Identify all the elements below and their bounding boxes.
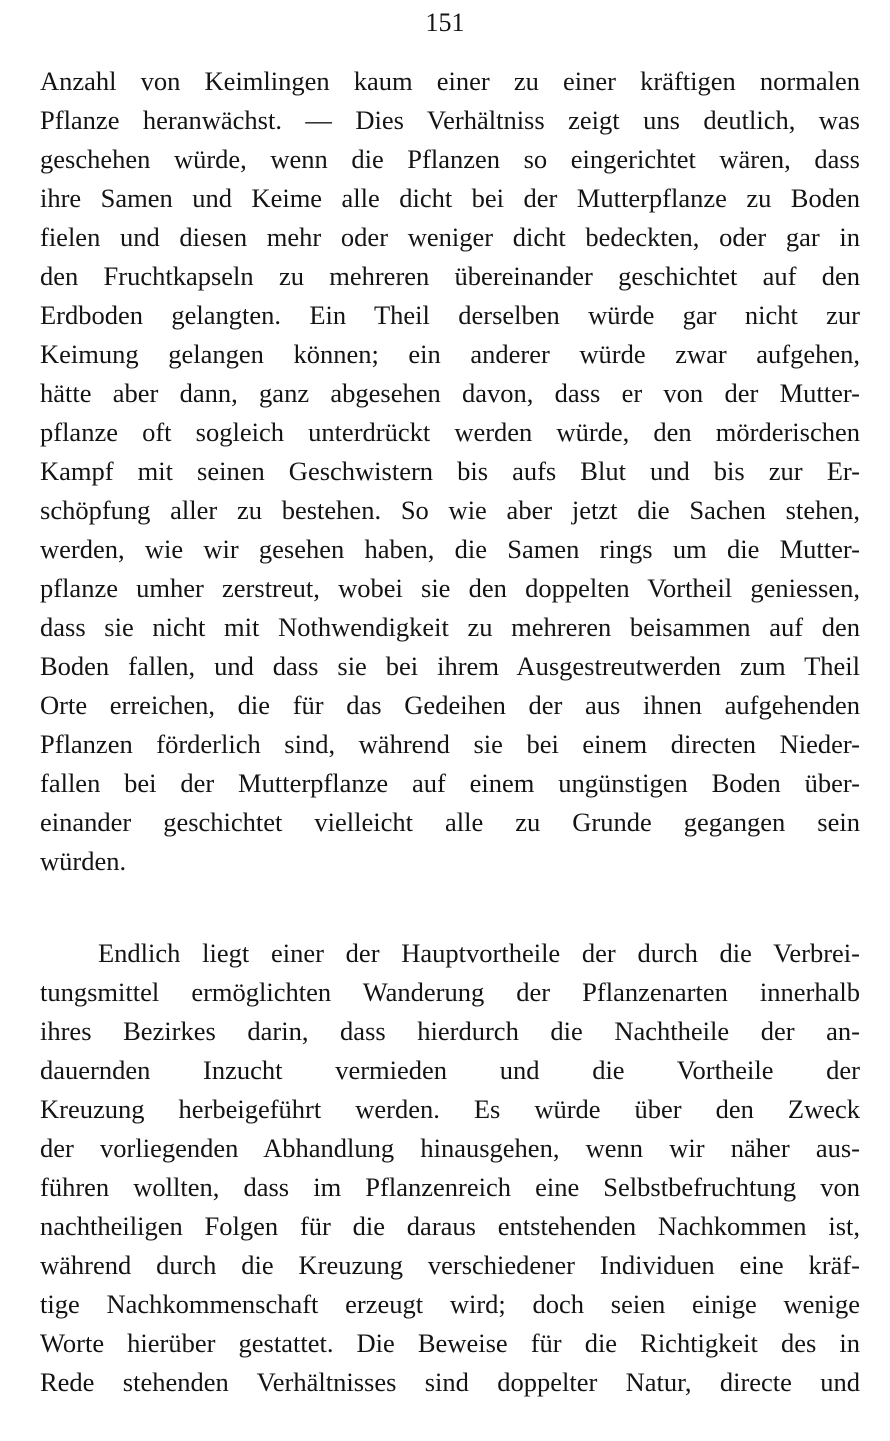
text-line: Anzahl von Keimlingen kaum einer zu einer kräftigen normalen	[40, 66, 860, 96]
text-line: der vorliegenden Abhandlung hinausgehen, wenn wir näher aus-	[40, 1133, 860, 1163]
text-line: dauernden Inzucht vermieden und die Vortheile der	[40, 1055, 860, 1085]
text-line: geschehen würde, wenn die Pflanzen so eingerichtet wären, dass	[40, 144, 860, 174]
text-line: Endlich liegt einer der Hauptvortheile der durch die Verbrei-	[98, 938, 860, 968]
text-line: Pflanzen förderlich sind, während sie bei einem directen Nieder-	[40, 729, 860, 759]
text-line: Kampf mit seinen Geschwistern bis aufs Blut und bis zur Er-	[40, 456, 860, 486]
text-line: fallen bei der Mutterpflanze auf einem ungünstigen Boden über-	[40, 768, 860, 798]
text-line: werden, wie wir gesehen haben, die Samen rings um die Mutter-	[40, 534, 860, 564]
text-line: schöpfung aller zu bestehen. So wie aber jetzt die Sachen stehen,	[40, 495, 860, 525]
text-line: Orte erreichen, die für das Gedeihen der aus ihnen aufgehenden	[40, 690, 860, 720]
text-line: Rede stehenden Verhältnisses sind doppelter Natur, directe und	[40, 1367, 860, 1397]
text-line: dass sie nicht mit Nothwendigkeit zu mehreren beisammen auf den	[40, 612, 860, 642]
text-line: ihre Samen und Keime alle dicht bei der Mutterpflanze zu Boden	[40, 183, 860, 213]
text-line: Erdboden gelangten. Ein Theil derselben würde gar nicht zur	[40, 300, 860, 330]
text-line: würden.	[40, 846, 127, 876]
text-line: pflanze oft sogleich unterdrückt werden würde, den mörderischen	[40, 417, 860, 447]
text-line: Worte hierüber gestattet. Die Beweise für die Richtigkeit des in	[40, 1328, 860, 1358]
text-line: Boden fallen, und dass sie bei ihrem Ausgestreutwerden zum Theil	[40, 651, 860, 681]
text-line: Pflanze heranwächst. — Dies Verhältniss zeigt uns deutlich, was	[40, 105, 860, 135]
text-line: Kreuzung herbeigeführt werden. Es würde über den Zweck	[40, 1094, 860, 1124]
text-line: führen wollten, dass im Pflanzenreich eine Selbstbefruchtung von	[40, 1172, 860, 1202]
text-line: tige Nachkommenschaft erzeugt wird; doch seien einige wenige	[40, 1289, 860, 1319]
text-line: pflanze umher zerstreut, wobei sie den doppelten Vortheil geniessen,	[40, 573, 860, 603]
text-line: während durch die Kreuzung verschiedener Individuen eine kräf-	[40, 1250, 860, 1280]
text-line: einander geschichtet vielleicht alle zu Grunde gegangen sein	[40, 807, 860, 837]
page-number: 151	[425, 8, 465, 37]
text-line: ihres Bezirkes darin, dass hierdurch die Nachtheile der an-	[40, 1016, 860, 1046]
text-line: hätte aber dann, ganz abgesehen davon, dass er von der Mutter-	[40, 378, 860, 408]
paragraph	[40, 934, 860, 1402]
paragraph	[40, 62, 860, 881]
text-line: tungsmittel ermöglichten Wanderung der Pflanzenarten innerhalb	[40, 977, 860, 1007]
text-line: den Fruchtkapseln zu mehreren übereinander geschichtet auf den	[40, 261, 860, 291]
text-line: nachtheiligen Folgen für die daraus entstehenden Nachkommen ist,	[40, 1211, 860, 1241]
text-line: fielen und diesen mehr oder weniger dicht bedeckten, oder gar in	[40, 222, 860, 252]
text-line: Keimung gelangen können; ein anderer würde zwar aufgehen,	[40, 339, 860, 369]
